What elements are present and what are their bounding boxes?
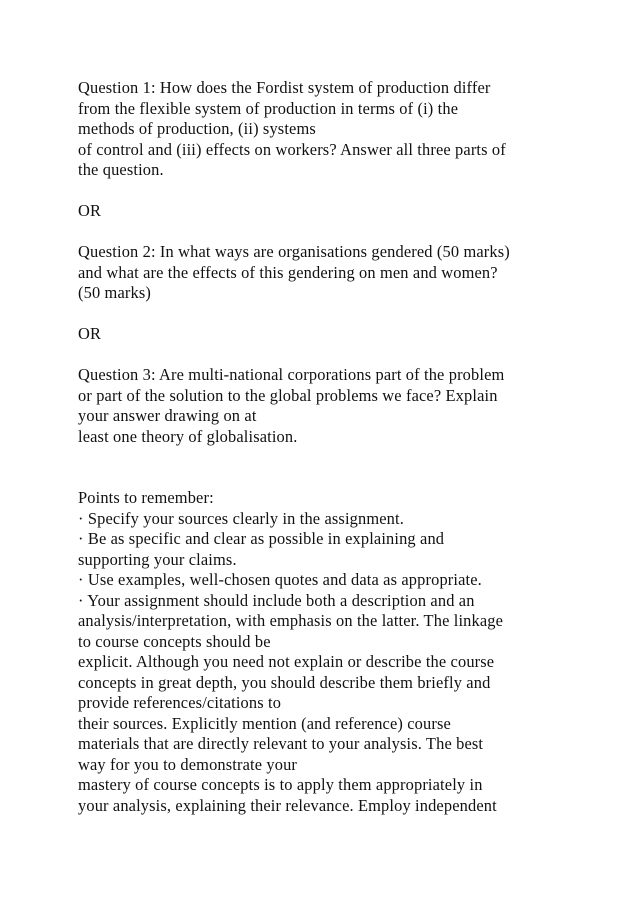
- question-1-line: Question 1: How does the Fordist system of production differ: [78, 78, 491, 97]
- points-line: provide references/citations to: [78, 693, 282, 712]
- points-line: concepts in great depth, you should describe them briefly and: [78, 672, 491, 692]
- question-2-line: (50 marks): [78, 283, 151, 302]
- points-line: analysis/interpretation, with emphasis on the latter. The linkage: [78, 611, 504, 630]
- points-heading: Points to remember:: [78, 488, 214, 507]
- question-2-line: and what are the effects of this gendering on men and women?: [78, 262, 498, 282]
- question-1-line: the question.: [78, 160, 164, 179]
- question-3: [78, 365, 578, 447]
- question-3-line: least one theory of globalisation.: [78, 426, 298, 446]
- points-line: · Your assignment should include both a description and an: [78, 590, 475, 610]
- points-line: to course concepts should be: [78, 631, 271, 651]
- or-separator-1: OR: [78, 201, 102, 220]
- paragraph-gap: [78, 468, 578, 489]
- question-1-line: methods of production, (ii) systems: [78, 119, 316, 138]
- paragraph-gap: [78, 181, 578, 202]
- points-line: · Be as specific and clear as possible in explaining and: [78, 529, 445, 548]
- points-list: [78, 509, 578, 817]
- paragraph-gap: [78, 222, 578, 243]
- question-3-line: your answer drawing on at: [78, 406, 257, 425]
- question-1-line: of control and (iii) effects on workers? Answer all three parts of: [78, 139, 506, 159]
- points-line: · Use examples, well-chosen quotes and data as appropriate.: [78, 570, 482, 589]
- question-3-line: or part of the solution to the global problems we face? Explain: [78, 385, 498, 405]
- points-line: materials that are directly relevant to your analysis. The best: [78, 734, 484, 753]
- question-2: [78, 242, 578, 304]
- paragraph-gap: [78, 304, 578, 325]
- question-1-line: from the flexible system of production in terms of (i) the: [78, 98, 459, 118]
- points-line: · Specify your sources clearly in the assignment.: [78, 508, 404, 528]
- question-1: [78, 78, 578, 181]
- or-separator-2: OR: [78, 324, 102, 343]
- points-line: your analysis, explaining their relevance. Employ independent: [78, 795, 497, 815]
- question-3-line: Question 3: Are multi-national corporations part of the problem: [78, 365, 505, 384]
- paragraph-gap: [78, 345, 578, 366]
- question-2-line: Question 2: In what ways are organisations gendered (50 marks): [78, 242, 510, 261]
- points-line: explicit. Although you need not explain or describe the course: [78, 652, 495, 671]
- paragraph-gap: [78, 447, 578, 468]
- points-line: their sources. Explicitly mention (and reference) course: [78, 713, 451, 733]
- document-body: [78, 78, 578, 816]
- points-line: supporting your claims.: [78, 549, 237, 569]
- points-line: way for you to demonstrate your: [78, 754, 298, 774]
- points-line: mastery of course concepts is to apply them appropriately in: [78, 775, 483, 794]
